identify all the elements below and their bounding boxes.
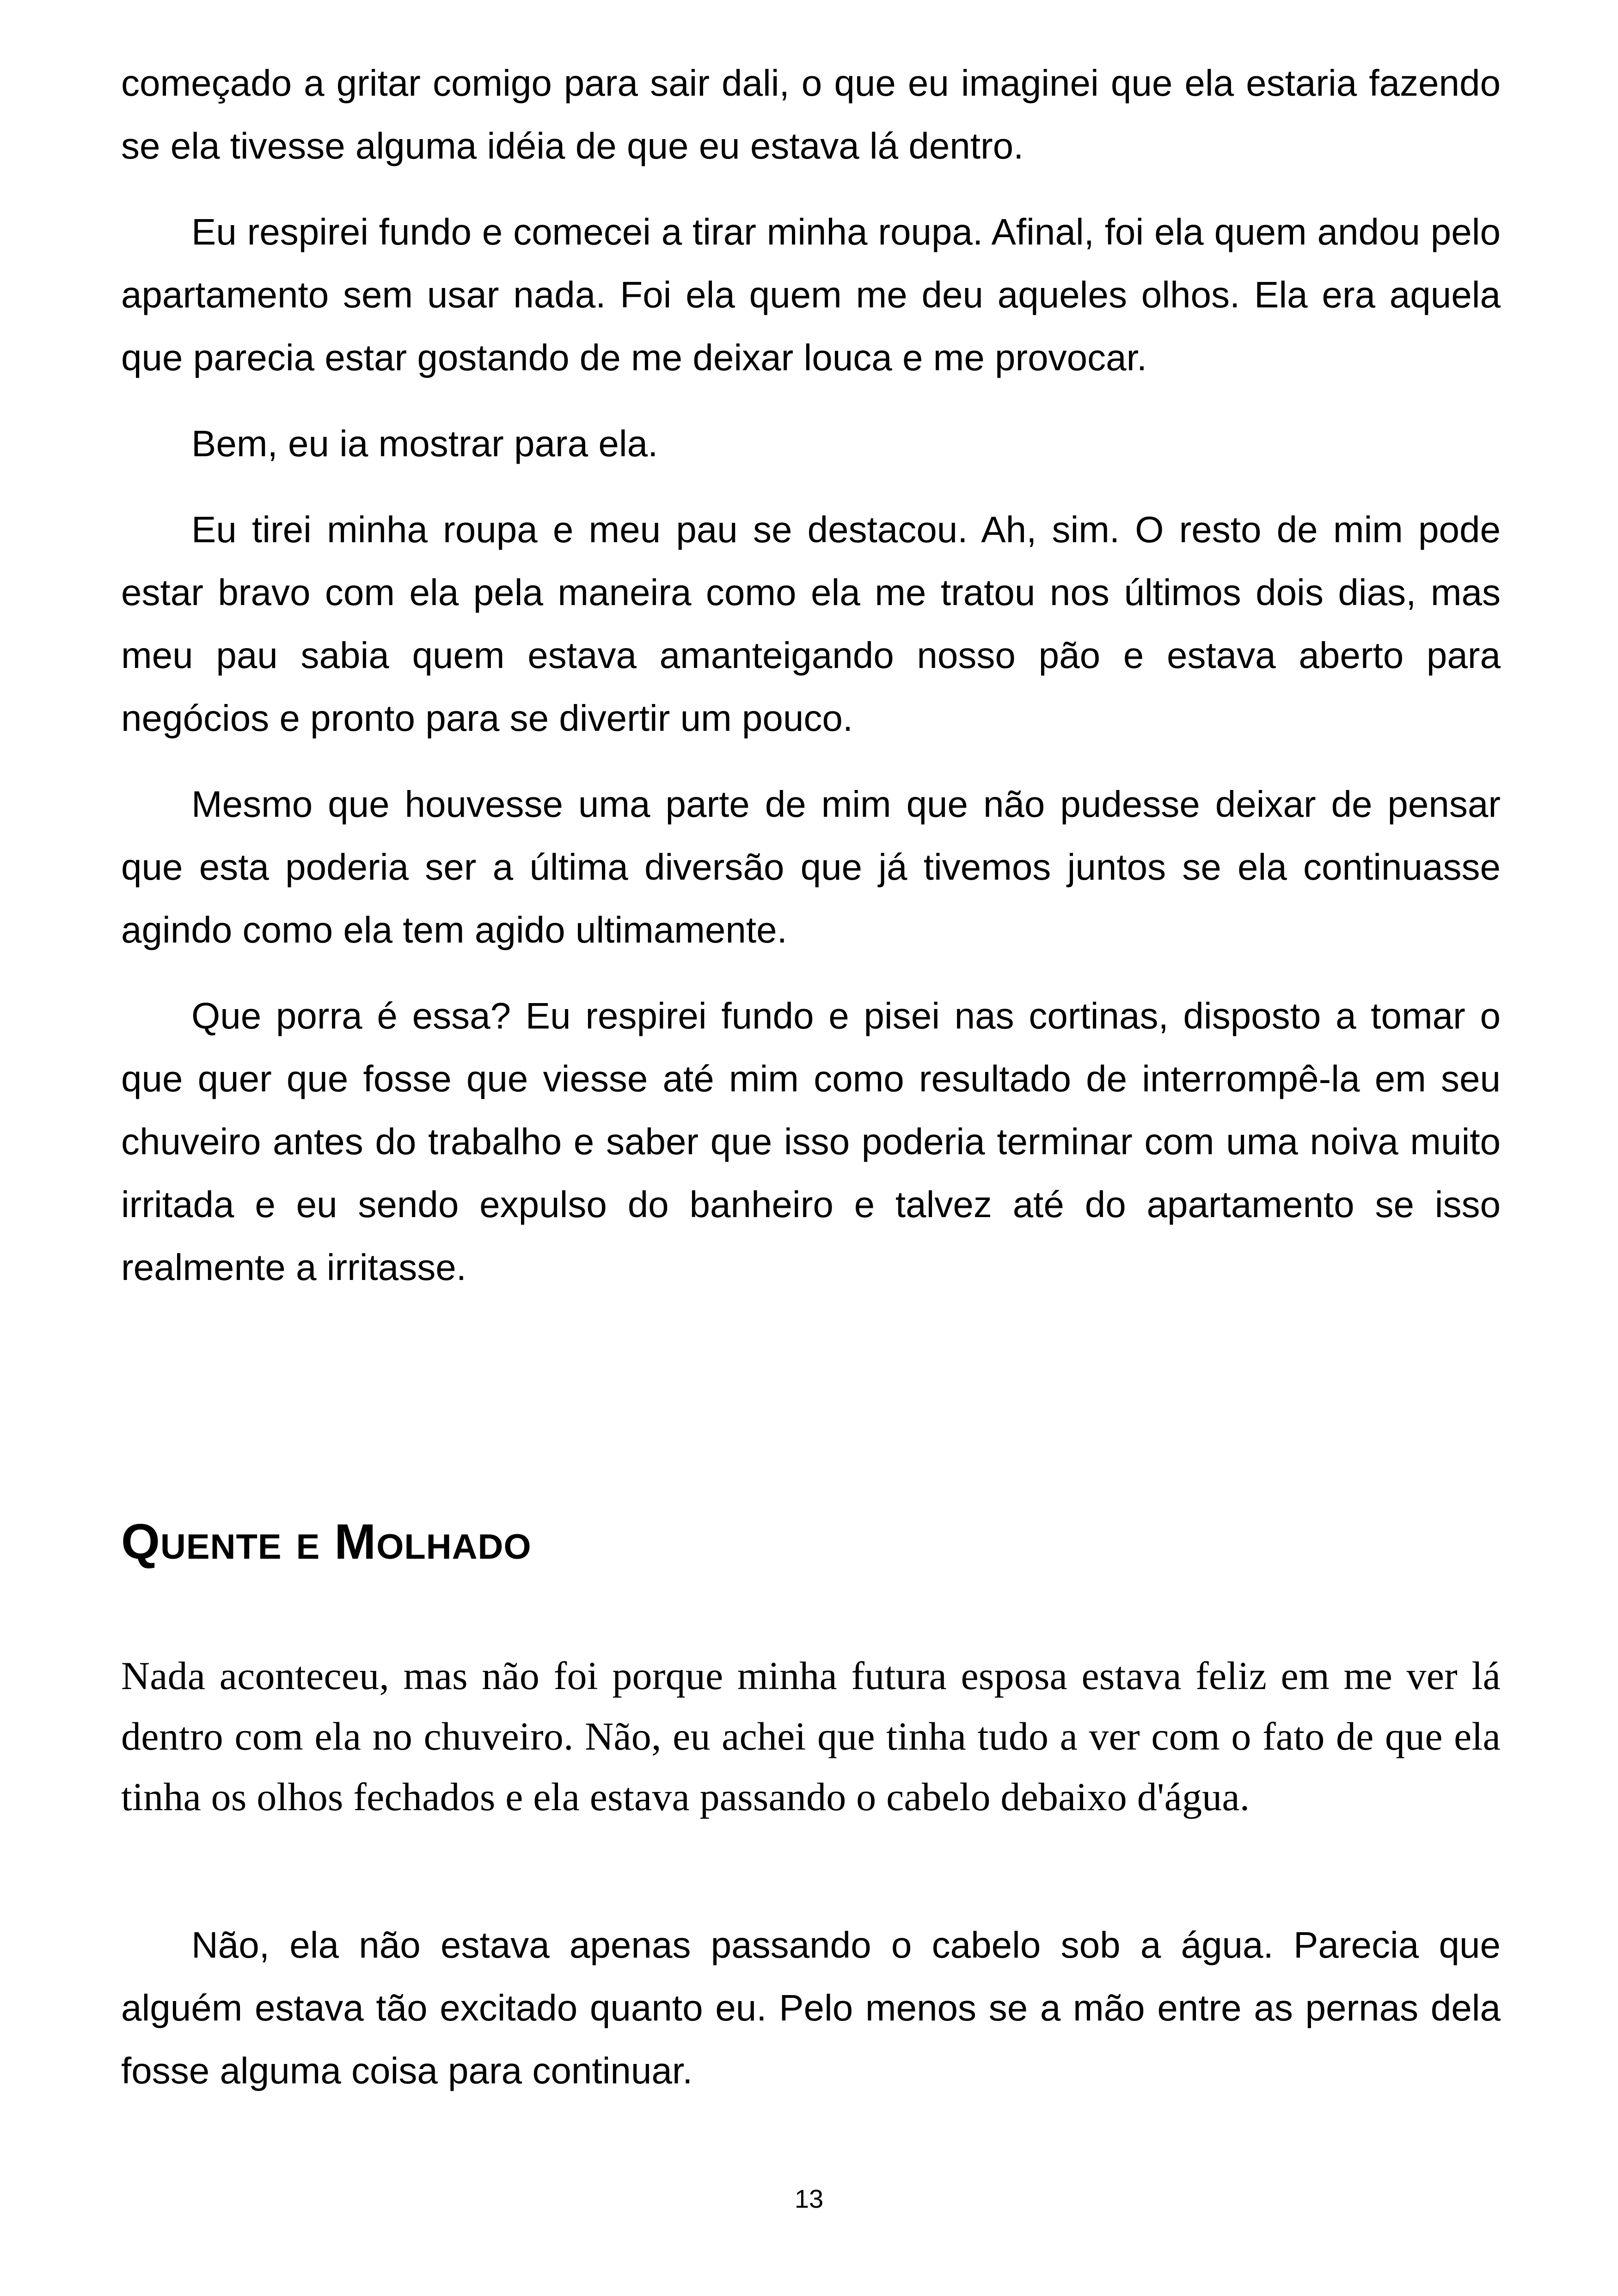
body-text-serif	[121, 1646, 1501, 1850]
body-text-top	[121, 52, 1501, 1322]
page-number: 13	[794, 2184, 824, 2213]
paragraph: Eu tirei minha roupa e meu pau se destacou. Ah, sim. O resto de mim pode estar bravo com ela pela maneira como ela me tratou nos últimos dois dias, mas meu pau sabia quem estava amanteigando nosso pão e estava aberto para negócios e pronto para se divertir um pouco.	[121, 509, 1501, 739]
paragraph: Mesmo que houvesse uma parte de mim que não pudesse deixar de pensar que esta poderia ser a última diversão que já tivemos juntos se ela continuasse agindo como ela tem agido ultimamente.	[121, 784, 1501, 950]
paragraph: Não, ela não estava apenas passando o cabelo sob a água. Parecia que alguém estava tão excitado quanto eu. Pelo menos se a mão entre as pernas dela fosse alguma coisa para continuar.	[121, 1924, 1501, 2091]
chapter-heading: Quente e Molhado	[121, 1513, 532, 1569]
paragraph: Eu respirei fundo e comecei a tirar minha roupa. Afinal, foi ela quem andou pelo apartamento sem usar nada. Foi ela quem me deu aqueles olhos. Ela era aquela que parecia estar gostando de me deixar louca e me provocar.	[121, 211, 1501, 378]
paragraph: Que porra é essa? Eu respirei fundo e pisei nas cortinas, disposto a tomar o que quer que fosse que viesse até mim como resultado de interrompê-la em seu chuveiro antes do trabalho e saber que isso poderia terminar com uma noiva muito irritada e eu sendo expulso do banheiro e talvez até do apartamento se isso realmente a irritasse.	[121, 995, 1501, 1288]
body-text-bottom	[121, 1914, 1501, 2125]
paragraph: Bem, eu ia mostrar para ela.	[191, 423, 658, 464]
paragraph-first: Nada aconteceu, mas não foi porque minha futura esposa estava feliz em me ver lá dentro com ela no chuveiro. Não, eu achei que tinha tudo a ver com o fato de que ela tinha os olhos fechados e ela estava passando o cabelo debaixo d'água.	[121, 1653, 1501, 1819]
paragraph-continuation: começado a gritar comigo para sair dali, o que eu imaginei que ela estaria fazendo se ela tivesse alguma idéia de que eu estava lá dentro.	[121, 62, 1501, 166]
